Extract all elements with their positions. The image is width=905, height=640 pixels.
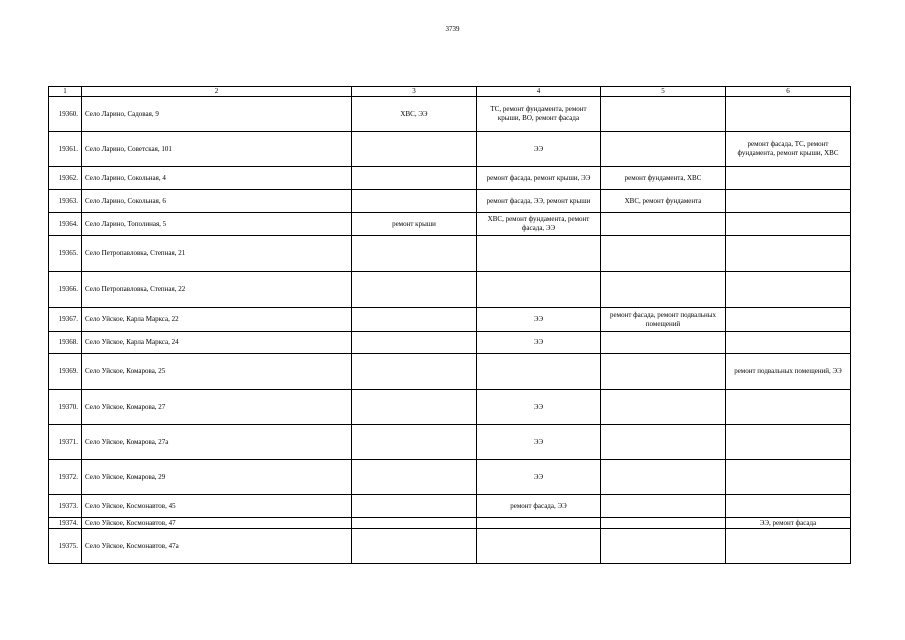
page-number: 3739 xyxy=(445,25,460,33)
table-row xyxy=(49,167,851,190)
address-cell: Село Уйское, Комарова, 27 xyxy=(82,390,352,425)
column-4-cell xyxy=(477,272,601,308)
column-6-cell: ЭЭ, ремонт фасада xyxy=(726,518,851,529)
column-6-cell xyxy=(726,167,851,190)
address-cell: Село Уйское, Комарова, 27а xyxy=(82,425,352,460)
column-header: 2 xyxy=(82,87,352,97)
column-3-cell xyxy=(352,332,477,354)
column-3-cell xyxy=(352,460,477,495)
column-5-cell xyxy=(601,332,726,354)
address-cell: Село Уйское, Космонавтов, 47а xyxy=(82,529,352,564)
column-3-cell xyxy=(352,272,477,308)
column-5-cell xyxy=(601,529,726,564)
column-4-cell: ЭЭ xyxy=(477,460,601,495)
column-6-cell xyxy=(726,425,851,460)
column-header: 4 xyxy=(477,87,601,97)
table-row xyxy=(49,272,851,308)
column-5-cell xyxy=(601,460,726,495)
column-header: 5 xyxy=(601,87,726,97)
column-6-cell xyxy=(726,190,851,213)
address-cell: Село Ларино, Сокольная, 4 xyxy=(82,167,352,190)
column-3-cell xyxy=(352,354,477,390)
row-number: 19364. xyxy=(49,213,82,236)
column-4-cell: ТС, ремонт фундамента, ремонт крыши, ВО, ремонт фасада xyxy=(477,97,601,132)
column-4-cell xyxy=(477,518,601,529)
column-3-cell xyxy=(352,390,477,425)
column-4-cell xyxy=(477,354,601,390)
column-5-cell xyxy=(601,272,726,308)
table-row xyxy=(49,132,851,167)
row-number: 19368. xyxy=(49,332,82,354)
row-number: 19370. xyxy=(49,390,82,425)
row-number: 19374. xyxy=(49,518,82,529)
column-5-cell xyxy=(601,518,726,529)
table-row xyxy=(49,354,851,390)
column-5-cell xyxy=(601,354,726,390)
table-row xyxy=(49,529,851,564)
address-cell: Село Уйское, Космонавтов, 45 xyxy=(82,495,352,518)
address-cell: Село Уйское, Космонавтов, 47 xyxy=(82,518,352,529)
column-6-cell xyxy=(726,272,851,308)
column-3-cell xyxy=(352,190,477,213)
column-3-cell xyxy=(352,529,477,564)
column-3-cell xyxy=(352,308,477,332)
address-cell: Село Уйское, Комарова, 29 xyxy=(82,460,352,495)
column-5-cell xyxy=(601,236,726,272)
table-row xyxy=(49,518,851,529)
column-3-cell xyxy=(352,518,477,529)
column-6-cell xyxy=(726,495,851,518)
row-number: 19367. xyxy=(49,308,82,332)
column-4-cell: ЭЭ xyxy=(477,332,601,354)
row-number: 19363. xyxy=(49,190,82,213)
address-cell: Село Ларино, Тополиная, 5 xyxy=(82,213,352,236)
address-cell: Село Уйское, Карла Маркса, 22 xyxy=(82,308,352,332)
column-header: 3 xyxy=(352,87,477,97)
column-4-cell: ремонт фасада, ЭЭ xyxy=(477,495,601,518)
table-row xyxy=(49,236,851,272)
column-6-cell: ремонт подвальных помещений, ЭЭ xyxy=(726,354,851,390)
column-5-cell xyxy=(601,97,726,132)
column-4-cell: ХВС, ремонт фундамента, ремонт фасада, ЭЭ xyxy=(477,213,601,236)
column-4-cell: ЭЭ xyxy=(477,390,601,425)
column-3-cell xyxy=(352,132,477,167)
address-cell: Село Ларино, Советская, 101 xyxy=(82,132,352,167)
address-cell: Село Уйское, Комарова, 25 xyxy=(82,354,352,390)
row-number: 19365. xyxy=(49,236,82,272)
row-number: 19366. xyxy=(49,272,82,308)
column-3-cell xyxy=(352,167,477,190)
table-header-row xyxy=(49,87,851,97)
table-row xyxy=(49,97,851,132)
table-row xyxy=(49,308,851,332)
column-6-cell xyxy=(726,236,851,272)
repair-table xyxy=(48,86,851,564)
row-number: 19360. xyxy=(49,97,82,132)
row-number: 19369. xyxy=(49,354,82,390)
column-5-cell xyxy=(601,390,726,425)
row-number: 19362. xyxy=(49,167,82,190)
column-4-cell xyxy=(477,529,601,564)
column-6-cell xyxy=(726,460,851,495)
column-5-cell: ХВС, ремонт фундамента xyxy=(601,190,726,213)
column-6-cell xyxy=(726,529,851,564)
address-cell: Село Ларино, Сокольная, 6 xyxy=(82,190,352,213)
address-cell: Село Петропавловка, Степная, 22 xyxy=(82,272,352,308)
column-4-cell: ремонт фасада, ремонт крыши, ЭЭ xyxy=(477,167,601,190)
column-4-cell xyxy=(477,236,601,272)
row-number: 19371. xyxy=(49,425,82,460)
row-number: 19361. xyxy=(49,132,82,167)
column-6-cell xyxy=(726,308,851,332)
column-6-cell xyxy=(726,332,851,354)
column-5-cell: ремонт фундамента, ХВС xyxy=(601,167,726,190)
table-row xyxy=(49,213,851,236)
column-4-cell: ЭЭ xyxy=(477,425,601,460)
column-3-cell xyxy=(352,495,477,518)
column-5-cell xyxy=(601,495,726,518)
column-4-cell: ЭЭ xyxy=(477,308,601,332)
table-row xyxy=(49,495,851,518)
table-row xyxy=(49,390,851,425)
column-5-cell xyxy=(601,425,726,460)
column-5-cell: ремонт фасада, ремонт подвальных помещений xyxy=(601,308,726,332)
column-6-cell xyxy=(726,390,851,425)
table-row xyxy=(49,425,851,460)
address-cell: Село Ларино, Садовая, 9 xyxy=(82,97,352,132)
address-cell: Село Уйское, Карла Маркса, 24 xyxy=(82,332,352,354)
column-6-cell xyxy=(726,213,851,236)
address-cell: Село Петропавловка, Степная, 21 xyxy=(82,236,352,272)
row-number: 19373. xyxy=(49,495,82,518)
column-6-cell xyxy=(726,97,851,132)
table-row xyxy=(49,332,851,354)
column-header: 6 xyxy=(726,87,851,97)
column-4-cell: ЭЭ xyxy=(477,132,601,167)
column-3-cell: ремонт крыши xyxy=(352,213,477,236)
column-header: 1 xyxy=(49,87,82,97)
column-4-cell: ремонт фасада, ЭЭ, ремонт крыши xyxy=(477,190,601,213)
table-row xyxy=(49,190,851,213)
column-6-cell: ремонт фасада, ТС, ремонт фундамента, ремонт крыши, ХВС xyxy=(726,132,851,167)
row-number: 19372. xyxy=(49,460,82,495)
row-number: 19375. xyxy=(49,529,82,564)
column-5-cell xyxy=(601,132,726,167)
table-row xyxy=(49,460,851,495)
column-5-cell xyxy=(601,213,726,236)
column-3-cell xyxy=(352,236,477,272)
column-3-cell xyxy=(352,425,477,460)
column-3-cell: ХВС, ЭЭ xyxy=(352,97,477,132)
